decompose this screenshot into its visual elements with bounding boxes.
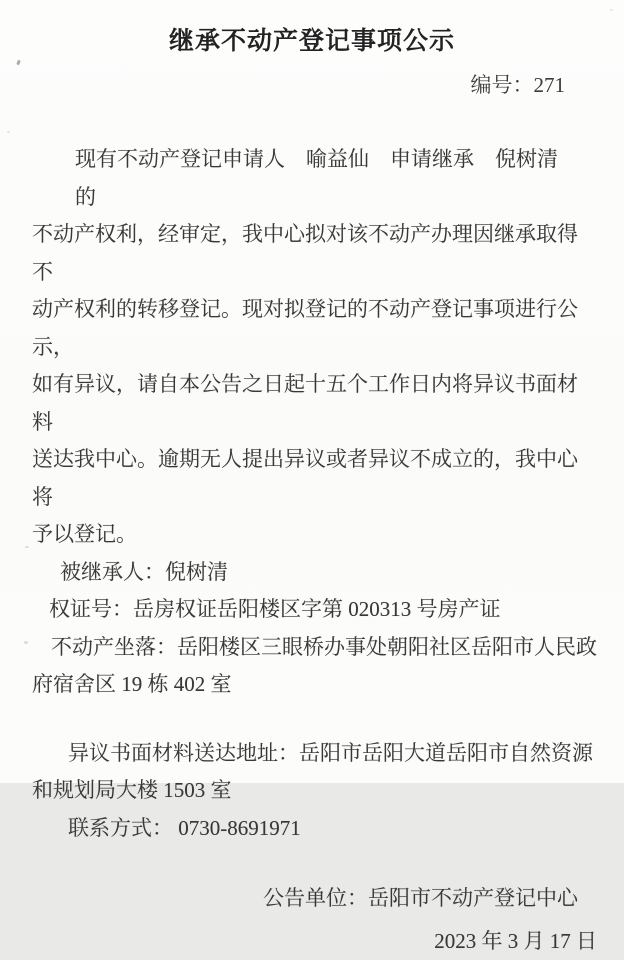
field-objection-address-line-2: 和规划局大楼 1503 室: [32, 772, 597, 810]
notice-paragraph-line: 送达我中心。逾期无人提出异议或者异议不成立的，我中心将: [32, 441, 597, 516]
field-certificate-number: 权证号：岳房权证岳阳楼区字第 020313 号房产证: [32, 591, 597, 629]
notice-paragraph-line: 予以登记。: [32, 516, 597, 554]
field-property-location-line-2: 府宿舍区 19 栋 402 室: [32, 666, 597, 704]
field-property-location-line-1: 不动产坐落：岳阳楼区三眼桥办事处朝阳社区岳阳市人民政: [32, 629, 597, 667]
notice-paragraph-line: 如有异议，请自本公告之日起十五个工作日内将异议书面材料: [32, 366, 597, 441]
notice-paragraph-line: 现有不动产登记申请人 喻益仙 申请继承 倪树清 的: [32, 141, 597, 216]
field-decedent: 被继承人：倪树清: [32, 554, 597, 592]
notice-paragraph-line: 动产权利的转移登记。现对拟登记的不动产登记事项进行公示，: [32, 291, 597, 366]
footer-date: 2023 年 3 月 17 日: [32, 923, 597, 960]
field-objection-address-line-1: 异议书面材料送达地址：岳阳市岳阳大道岳阳市自然资源: [32, 735, 597, 773]
doc-number: 编号：271: [471, 70, 566, 100]
scan-speckle: [7, 131, 10, 133]
scan-speckle: [16, 60, 21, 66]
notice-paragraph-line: 不动产权利，经审定，我中心拟对该不动产办理因继承取得不: [32, 216, 597, 291]
field-contact-phone: 联系方式： 0730-8691971: [32, 810, 597, 848]
scan-speckle: [24, 641, 28, 644]
scan-speckle: [610, 9, 613, 11]
scan-speckle: [25, 546, 29, 548]
notice-body: [32, 141, 597, 960]
page-title: 继承不动产登记事项公示: [0, 24, 624, 58]
footer-announcer: 公告单位：岳阳市不动产登记中心: [32, 880, 597, 918]
